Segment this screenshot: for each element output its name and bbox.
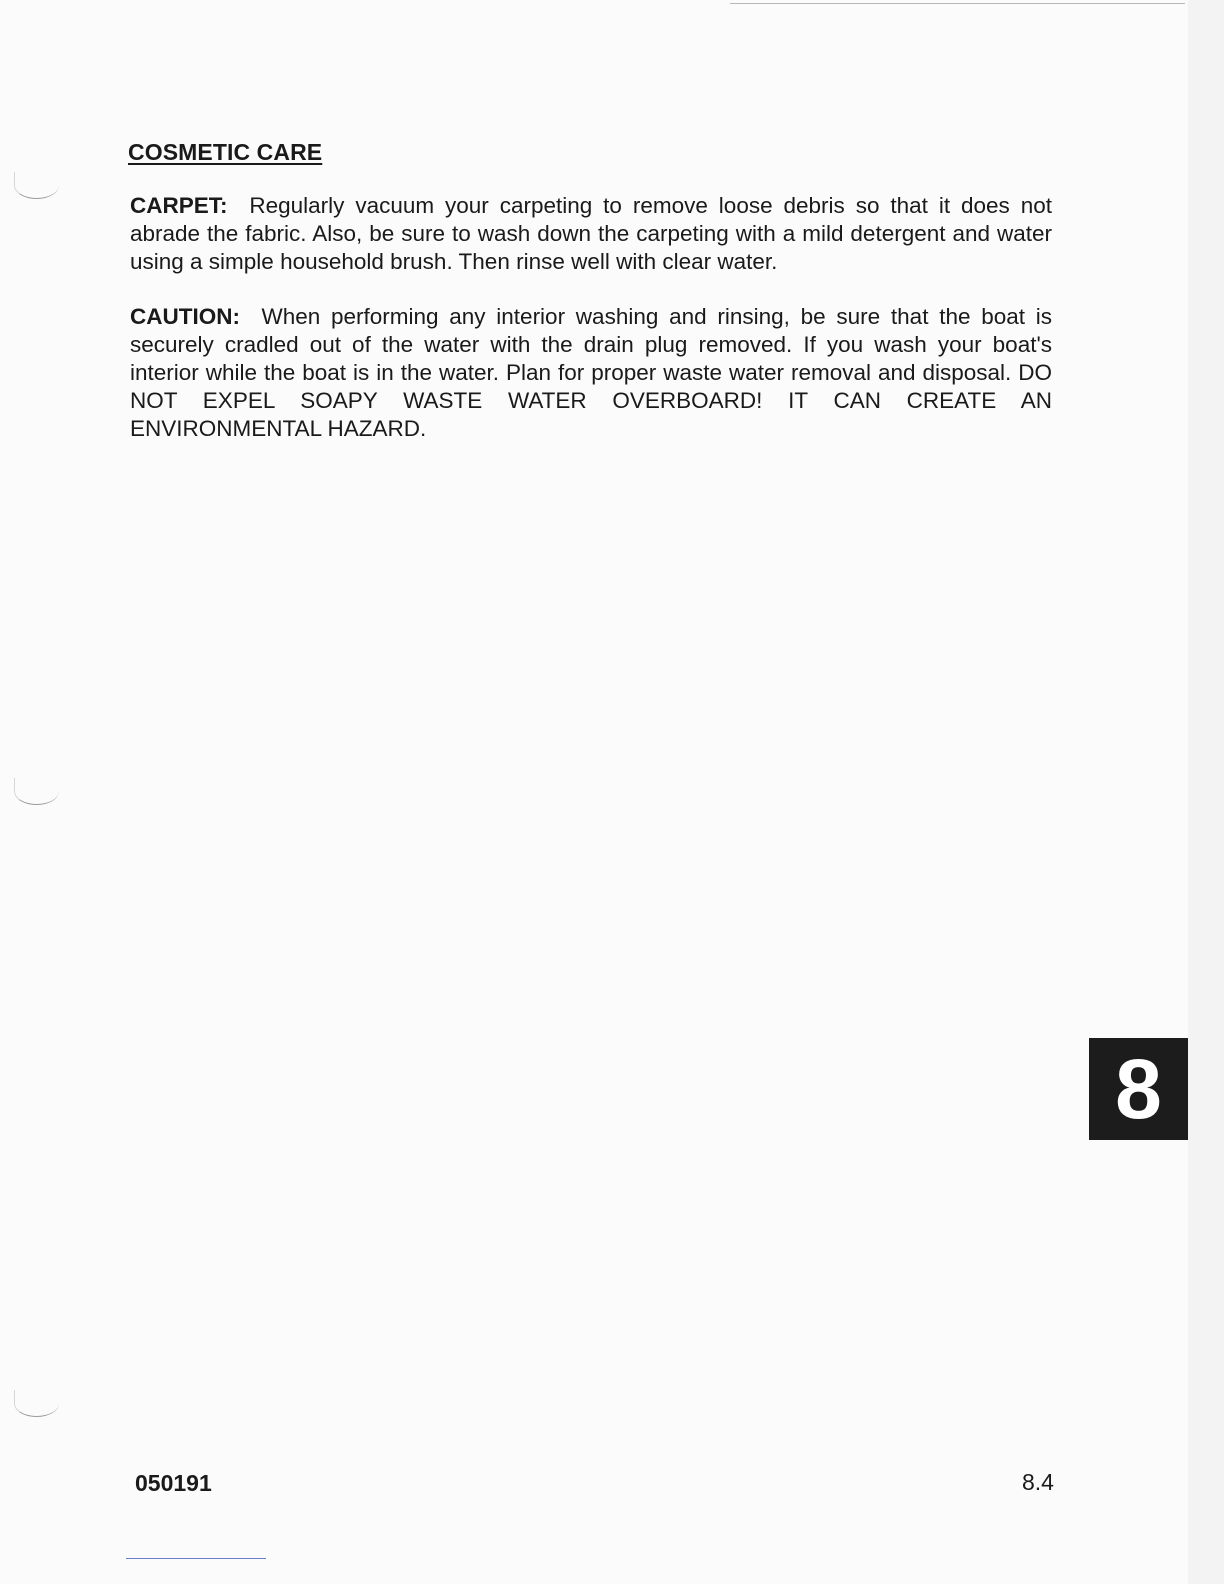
- caution-text: When performing any interior washing and rinsing, be sure that the boat is securely cradled out of the water with the drain plug removed. If you wash your boat's interior while the boat is in the water. Plan for proper waste water removal and disposal. DO NOT EXPEL SOAPY WASTE WATER OVERBOARD! IT CAN CREATE AN ENVIRONMENTAL HAZARD.: [130, 304, 1052, 441]
- binder-hole-mark: [14, 1390, 59, 1417]
- binder-hole-mark: [14, 172, 59, 199]
- document-code: 050191: [135, 1470, 212, 1496]
- carpet-label: CARPET:: [130, 193, 228, 218]
- binder-hole-mark: [14, 778, 59, 805]
- section-heading: COSMETIC CARE: [128, 139, 323, 165]
- page-number: 8.4: [1022, 1469, 1054, 1495]
- bottom-edge-line: [126, 1558, 266, 1559]
- carpet-text: Regularly vacuum your carpeting to remove loose debris so that it does not abrade the fabric. Also, be sure to wash down the carpeting with a mild detergent and water using a simple household brush. Then rinse well with clear water.: [130, 193, 1052, 274]
- chapter-tab: 8: [1089, 1038, 1188, 1140]
- page-right-edge: [1188, 0, 1224, 1584]
- carpet-paragraph: [130, 192, 1052, 276]
- caution-paragraph: [130, 303, 1052, 443]
- top-edge-line: [730, 3, 1185, 4]
- caution-label: CAUTION:: [130, 304, 240, 329]
